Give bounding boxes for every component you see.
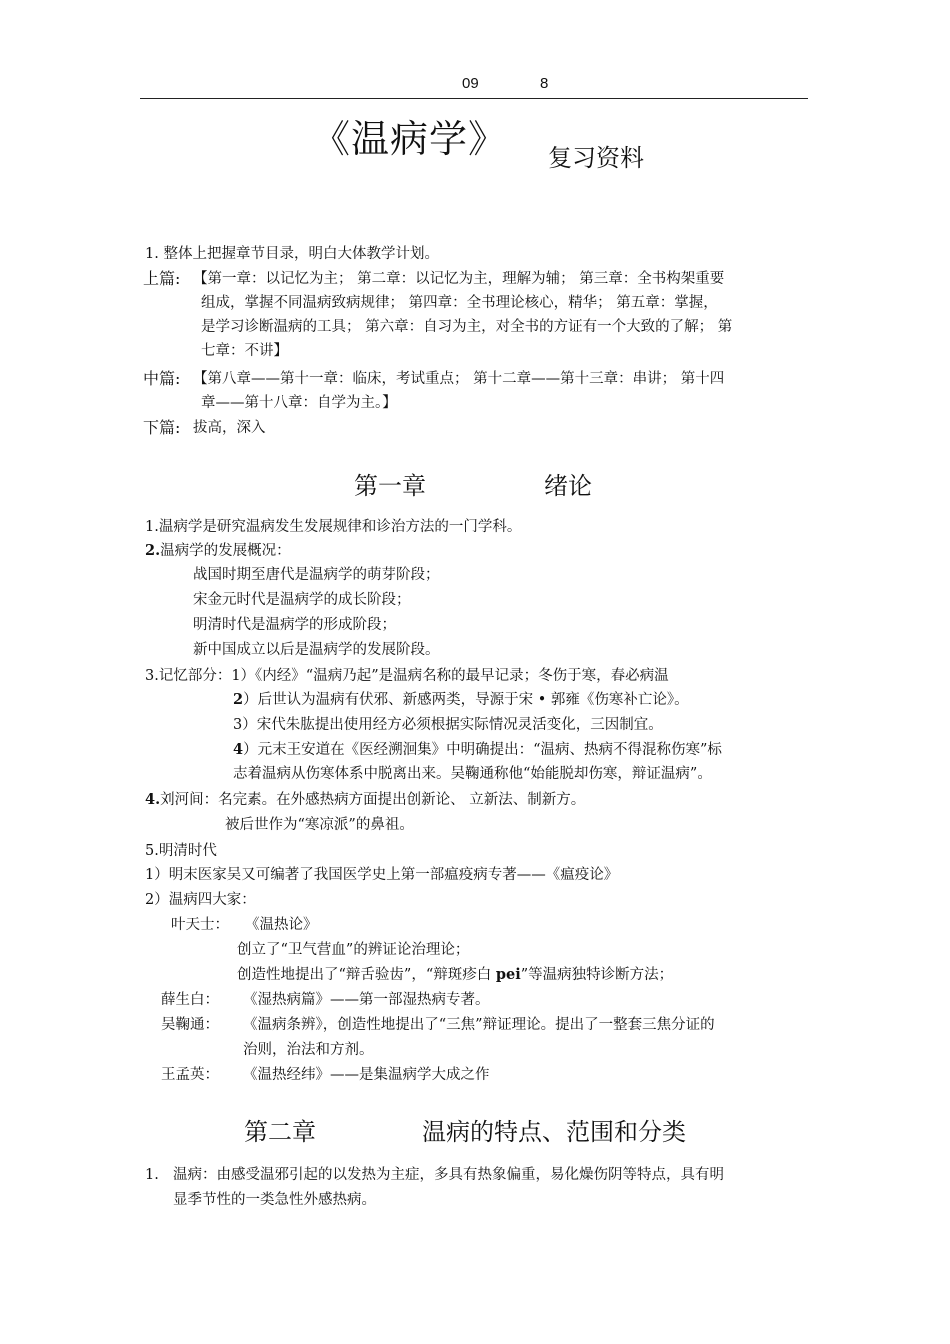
ch1-p3-2-text: ）后世认为温病有伏邪、新感两类，导源于宋 • 郭雍《伤寒补亡论》。 xyxy=(243,692,689,708)
ye-line-2-b: pei xyxy=(495,966,521,983)
ch1-p5-1: 1）明末医家吴又可编著了我国医学史上第一部瘟疫病专著——《瘟疫论》 xyxy=(145,867,619,883)
ch2-p1-text: 温病：由感受温邪引起的以发热为主症，多具有热象偏重，易化燥伤阴等特点，具有明 xyxy=(173,1167,724,1183)
chapter2-name: 温病的特点、范围和分类 xyxy=(422,1118,686,1146)
ch1-p4 xyxy=(145,788,585,812)
ch1-p3-2 xyxy=(233,688,689,712)
wu-name: 吴鞠通： xyxy=(161,1017,219,1033)
ch1-p5: 5.明清时代 xyxy=(145,843,217,859)
ch1-p5-2: 2）温病四大家： xyxy=(145,892,256,908)
ch1-stage-2: 宋金元时代是温病学的成长阶段； xyxy=(193,592,411,608)
ch1-stage-1: 战国时期至唐代是温病学的萌芽阶段； xyxy=(193,567,440,583)
middle-label: 中篇: xyxy=(143,369,181,388)
ch1-p4-text: 刘河间：名完素。在外感热病方面提出创新论、 立新法、制新方。 xyxy=(160,792,586,808)
ch1-p2 xyxy=(145,539,291,563)
ye-book: 《温热论》 xyxy=(245,917,318,933)
xue-text: 《湿热病篇》——第一部湿热病专著。 xyxy=(243,992,490,1008)
upper-line-2: 组成，掌握不同温病致病规律； 第四章：全书理论核心，精华； 第五章：掌握， xyxy=(201,295,718,311)
ch1-p3-4-cont: 志着温病从伤寒体系中脱离出来。吴鞠通称他“始能脱却伤寒，辩证温病”。 xyxy=(233,766,712,782)
ye-line-2-c: ”等温病独特诊断方法； xyxy=(520,967,674,983)
ye-line-1: 创立了“卫气营血”的辨证论治理论； xyxy=(237,942,470,958)
chapter2-number: 第二章 xyxy=(244,1118,316,1146)
upper-label: 上篇: xyxy=(143,269,181,288)
ch1-p4-num: 4. xyxy=(145,791,161,808)
ch2-p1-num: 1. xyxy=(145,1167,159,1183)
header-rule xyxy=(140,98,808,99)
ch1-p3-4-num: 4 xyxy=(233,741,244,758)
ch1-p3-2-num: 2 xyxy=(233,691,244,708)
document-subtitle: 复习资料 xyxy=(548,144,644,172)
lower-label: 下篇: xyxy=(143,418,181,437)
ye-name: 叶天士： xyxy=(171,917,229,933)
ch1-p3-3: 3）宋代朱肱提出使用经方必须根据实际情况灵活变化，三因制宜。 xyxy=(233,717,663,733)
ch1-p4-cont: 被后世作为“寒凉派”的鼻祖。 xyxy=(225,817,414,833)
ch2-p1-cont: 显季节性的一类急性外感热病。 xyxy=(173,1192,376,1208)
ch1-p3-4 xyxy=(233,738,722,762)
header-left: 09 xyxy=(462,75,479,92)
wang-text: 《温热经纬》——是集温病学大成之作 xyxy=(243,1067,490,1083)
chapter1-number: 第一章 xyxy=(354,472,426,500)
wang-name: 王孟英： xyxy=(161,1067,219,1083)
xue-name: 薛生白： xyxy=(161,992,219,1008)
middle-line-1: 【第八章——第十一章：临床，考试重点； 第十二章——第十三章：串讲； 第十四 xyxy=(193,371,725,387)
intro-item-1: 1. 整体上把握章节目录，明白大体教学计划。 xyxy=(145,246,439,262)
lower-text: 拔高，深入 xyxy=(193,420,266,436)
ch1-p1: 1.温病学是研究温病发生发展规律和诊治方法的一门学科。 xyxy=(145,519,522,535)
ye-line-2-a: 创造性地提出了“辩舌验齿”，“辩斑疹白 xyxy=(237,967,496,983)
middle-line-2: 章——第十八章：自学为主。】 xyxy=(201,395,397,411)
ch1-stage-4: 新中国成立以后是温病学的发展阶段。 xyxy=(193,642,440,658)
upper-line-1: 【第一章：以记忆为主； 第二章：以记忆为主，理解为辅； 第三章：全书构架重要 xyxy=(193,271,725,287)
wu-cont: 治则，治法和方剂。 xyxy=(243,1042,374,1058)
upper-line-4: 七章：不讲】 xyxy=(201,343,288,359)
document-title: 《温病学》 xyxy=(312,117,508,161)
header-right: 8 xyxy=(540,75,549,92)
ch1-p3-4-text: ）元末王安道在《医经溯洄集》中明确提出：“温病、热病不得混称伤寒”标 xyxy=(243,742,722,758)
chapter1-name: 绪论 xyxy=(544,472,592,500)
ch1-p2-text: 温病学的发展概况： xyxy=(160,543,291,559)
upper-line-3: 是学习诊断温病的工具； 第六章：自习为主，对全书的方证有一个大致的了解； 第 xyxy=(201,319,733,335)
ch1-p2-num: 2. xyxy=(145,542,161,559)
ye-line-2 xyxy=(237,963,673,987)
ch1-stage-3: 明清时代是温病学的形成阶段； xyxy=(193,617,396,633)
wu-text: 《温病条辨》，创造性地提出了“三焦”辩证理论。提出了一整套三焦分证的 xyxy=(243,1017,715,1033)
ch1-p3-lead: 3.记忆部分：1）《内经》“温病乃起”是温病名称的最早记录；冬伤于寒，春必病温 xyxy=(145,668,669,684)
